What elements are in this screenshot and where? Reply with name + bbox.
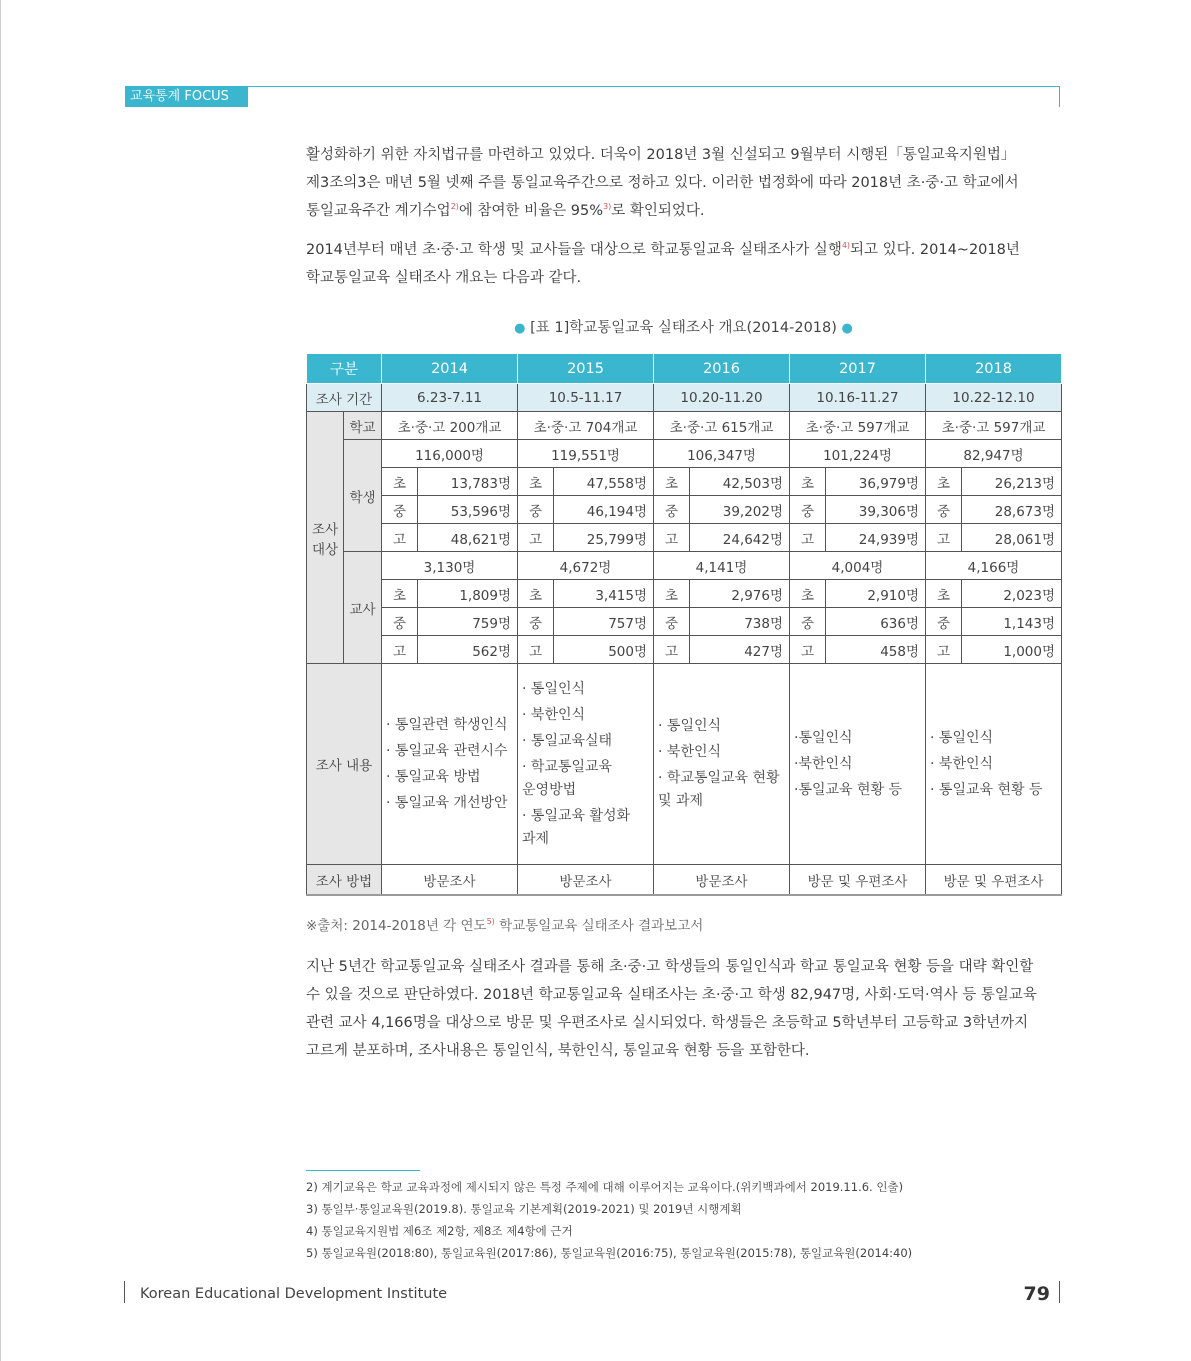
level-cell: 초: [926, 468, 962, 496]
level-cell: 초: [654, 580, 690, 608]
method-cell: 방문조사: [382, 865, 518, 896]
footnote-4: 4) 통일교육지원법 제6조 제2항, 제8조 제4항에 근거: [306, 1224, 573, 1238]
student-count-cell: 28,061명: [962, 524, 1062, 552]
content-cell: [654, 664, 790, 865]
footnote-ref-5[interactable]: 5): [486, 917, 495, 926]
page-number: 79: [1023, 1283, 1050, 1305]
bullet-icon: ●: [514, 321, 526, 336]
level-cell: 초: [926, 580, 962, 608]
student-total-cell: 82,947명: [926, 440, 1062, 468]
student-count-cell: 48,621명: [418, 524, 518, 552]
teacher-count-cell: 2,910명: [826, 580, 926, 608]
teacher-total-cell: 4,166명: [926, 552, 1062, 580]
student-count-cell: 26,213명: [962, 468, 1062, 496]
table-header-cell: 구분: [307, 354, 382, 384]
student-count-cell: 24,642명: [690, 524, 790, 552]
student-total-cell: 119,551명: [518, 440, 654, 468]
school-cell: 초·중·고 615개교: [654, 412, 790, 440]
section-tag: 교육통계 FOCUS: [125, 86, 248, 107]
teacher-count-cell: 1,143명: [962, 608, 1062, 636]
school-cell: 초·중·고 200개교: [382, 412, 518, 440]
footnote-ref-3[interactable]: 3): [603, 202, 612, 211]
level-cell: 중: [382, 608, 418, 636]
footnote-ref-2[interactable]: 2): [450, 202, 459, 211]
student-count-cell: 28,673명: [962, 496, 1062, 524]
method-cell: 방문 및 우편조사: [926, 865, 1062, 896]
content-item: · 통일교육 관련시수: [386, 742, 508, 759]
period-cell: 10.22-12.10: [926, 384, 1062, 412]
level-cell: 초: [382, 580, 418, 608]
paragraph-2-line-1: 2014년부터 매년 초·중·고 학생 및 교사들을 대상으로 학교통일교육 실태조사가 실행$^{4)}$되고 있다. 2014~2018년: [306, 241, 1020, 258]
school-cell: 초·중·고 704개교: [518, 412, 654, 440]
teacher-count-cell: 3,415명: [554, 580, 654, 608]
row-label-teacher: 교사: [344, 552, 382, 664]
table-header-cell: 2018: [926, 354, 1062, 384]
period-cell: 6.23-7.11: [382, 384, 518, 412]
teacher-total-cell: 4,004명: [790, 552, 926, 580]
footnote-5: 5) 통일교육원(2018:80), 통일교육원(2017:86), 통일교육원(2016:75), 통일교육원(2015:78), 통일교육원(2014:40): [306, 1246, 913, 1260]
student-count-cell: 47,558명: [554, 468, 654, 496]
level-cell: 중: [790, 608, 826, 636]
teacher-count-cell: 757명: [554, 608, 654, 636]
table-header-cell: 2016: [654, 354, 790, 384]
paragraph-3: [306, 953, 1061, 1065]
paragraph-2-line-2: 학교통일교육 실태조사 개요는 다음과 같다.: [306, 270, 582, 286]
school-cell: 초·중·고 597개교: [926, 412, 1062, 440]
row-label-content: 조사 내용: [307, 664, 382, 865]
teacher-count-cell: 458명: [826, 636, 926, 664]
student-count-cell: 39,202명: [690, 496, 790, 524]
row-label-method: 조사 방법: [307, 865, 382, 896]
paragraph-1: [306, 141, 1061, 225]
content-item: · 통일인식: [658, 718, 722, 734]
level-cell: 초: [518, 468, 554, 496]
row-label-target: 조사 대상: [307, 412, 344, 664]
period-cell: 10.16-11.27: [790, 384, 926, 412]
content-item: · 통일교육 개선방안: [386, 794, 508, 811]
level-cell: 고: [926, 636, 962, 664]
paragraph-2: [306, 236, 1061, 292]
source-note: ※출처: 2014-2018년 각 연도$^{5)}$ 학교통일교육 실태조사 결과보고서: [306, 917, 704, 934]
level-cell: 중: [926, 608, 962, 636]
footer-rule-right: [1059, 1281, 1060, 1303]
level-cell: 고: [518, 524, 554, 552]
student-count-cell: 42,503명: [690, 468, 790, 496]
student-count-cell: 39,306명: [826, 496, 926, 524]
content-item: · 학교통일교육 운영방법: [522, 758, 613, 798]
level-cell: 중: [518, 608, 554, 636]
paragraph-3-line-2: 수 있을 것으로 판단하였다. 2018년 학교통일교육 실태조사는 초·중·고 학생 82,947명, 사회·도덕·역사 등 통일교육: [306, 987, 1037, 1003]
period-cell: 10.5-11.17: [518, 384, 654, 412]
header-rule: [248, 86, 1060, 87]
student-count-cell: 36,979명: [826, 468, 926, 496]
paragraph-3-line-1: 지난 5년간 학교통일교육 실태조사 결과를 통해 초·중·고 학생들의 통일인식과 학교 통일교육 현황 등을 대략 확인할: [306, 959, 1034, 975]
content-item: · 통일인식: [930, 729, 994, 746]
paragraph-3-line-4: 고르게 분포하며, 조사내용은 통일인식, 북한인식, 통일교육 현황 등을 포함한다.: [306, 1043, 810, 1059]
teacher-total-cell: 4,672명: [518, 552, 654, 580]
content-item: · 통일인식: [522, 680, 586, 697]
period-cell: 10.20-11.20: [654, 384, 790, 412]
level-cell: 초: [790, 580, 826, 608]
row-label-period: 조사 기간: [307, 384, 382, 412]
paragraph-1-line-2: 제3조의3은 매년 5월 넷째 주를 통일교육주간으로 정하고 있다. 이러한 법정화에 따라 2018년 초·중·고 학교에서: [306, 175, 1019, 191]
page-edge-rule: [0, 0, 1, 1361]
level-cell: 중: [926, 496, 962, 524]
level-cell: 고: [790, 636, 826, 664]
content-item: · 북한인식: [658, 744, 722, 760]
level-cell: 중: [518, 496, 554, 524]
student-count-cell: 53,596명: [418, 496, 518, 524]
level-cell: 중: [654, 496, 690, 524]
school-cell: 초·중·고 597개교: [790, 412, 926, 440]
level-cell: 고: [654, 524, 690, 552]
student-count-cell: 25,799명: [554, 524, 654, 552]
level-cell: 초: [790, 468, 826, 496]
level-cell: 초: [382, 468, 418, 496]
level-cell: 고: [654, 636, 690, 664]
level-cell: 고: [790, 524, 826, 552]
content-item: ·북한인식: [794, 755, 853, 772]
footnotes: [306, 1176, 912, 1264]
footnote-3: 3) 통일부·통일교육원(2019.8). 통일교육 기본계획(2019-2021) 및 2019년 시행계획: [306, 1202, 742, 1216]
level-cell: 중: [790, 496, 826, 524]
method-cell: 방문 및 우편조사: [790, 865, 926, 896]
teacher-count-cell: 1,000명: [962, 636, 1062, 664]
content-item: · 북한인식: [930, 755, 994, 772]
level-cell: 고: [518, 636, 554, 664]
teacher-count-cell: 500명: [554, 636, 654, 664]
content-cell: [382, 664, 518, 865]
content-cell: [926, 664, 1062, 865]
row-label-student: 학생: [344, 440, 382, 552]
table-caption-text: [표 1]학교통일교육 실태조사 개요(2014-2018): [530, 320, 837, 336]
student-total-cell: 116,000명: [382, 440, 518, 468]
content-item: · 통일관련 학생인식: [386, 716, 508, 733]
level-cell: 초: [654, 468, 690, 496]
teacher-total-cell: 3,130명: [382, 552, 518, 580]
header-rule-end: [1059, 86, 1060, 107]
table-caption: [306, 316, 1061, 337]
teacher-count-cell: 2,976명: [690, 580, 790, 608]
row-label-school: 학교: [344, 412, 382, 440]
content-item: ·통일교육 현황 등: [794, 781, 903, 798]
bullet-icon: ●: [841, 321, 853, 336]
student-count-cell: 24,939명: [826, 524, 926, 552]
content-item: · 통일교육실태: [522, 732, 613, 749]
teacher-total-cell: 4,141명: [654, 552, 790, 580]
footnote-2: 2) 계기교육은 학교 교육과정에 제시되지 않은 특정 주제에 대해 이루어지는 교육이다.(위키백과에서 2019.11.6. 인출): [306, 1180, 904, 1194]
teacher-count-cell: 1,809명: [418, 580, 518, 608]
level-cell: 고: [382, 524, 418, 552]
content-cell: [790, 664, 926, 865]
survey-overview-table: [306, 353, 1062, 896]
level-cell: 중: [654, 608, 690, 636]
table-header-cell: 2014: [382, 354, 518, 384]
content-cell: [518, 664, 654, 865]
table-header-cell: 2015: [518, 354, 654, 384]
teacher-count-cell: 427명: [690, 636, 790, 664]
student-total-cell: 101,224명: [790, 440, 926, 468]
paragraph-1-line-1: 활성화하기 위한 자치법규를 마련하고 있었다. 더욱이 2018년 3월 신설되고 9월부터 시행된「통일교육지원법」: [306, 147, 1016, 163]
footnote-rule: [306, 1170, 420, 1171]
content-item: · 통일교육 활성화 과제: [522, 807, 631, 847]
student-total-cell: 106,347명: [654, 440, 790, 468]
level-cell: 초: [518, 580, 554, 608]
content-item: · 북한인식: [522, 706, 586, 723]
footer-rule-left: [124, 1281, 125, 1303]
teacher-count-cell: 636명: [826, 608, 926, 636]
content-item: · 학교통일교육 현황 및 과제: [658, 770, 780, 809]
teacher-count-cell: 562명: [418, 636, 518, 664]
method-cell: 방문조사: [518, 865, 654, 896]
content-item: · 통일교육 방법: [386, 768, 481, 785]
table-header-cell: 2017: [790, 354, 926, 384]
teacher-count-cell: 738명: [690, 608, 790, 636]
paragraph-3-line-3: 관련 교사 4,166명을 대상으로 방문 및 우편조사로 실시되었다. 학생들은 초등학교 5학년부터 고등학교 3학년까지: [306, 1015, 1029, 1031]
paragraph-1-line-3: 통일교육주간 계기수업$^{2)}$에 참여한 비율은 95%$^{3)}$로 확인되었다.: [306, 202, 705, 219]
student-count-cell: 46,194명: [554, 496, 654, 524]
footnote-ref-4[interactable]: 4): [841, 241, 851, 250]
student-count-cell: 13,783명: [418, 468, 518, 496]
content-item: ·통일인식: [794, 729, 853, 746]
level-cell: 고: [926, 524, 962, 552]
level-cell: 고: [382, 636, 418, 664]
footer-institute: Korean Educational Development Institute: [140, 1286, 448, 1302]
content-item: · 통일교육 현황 등: [930, 781, 1043, 798]
level-cell: 중: [382, 496, 418, 524]
teacher-count-cell: 759명: [418, 608, 518, 636]
teacher-count-cell: 2,023명: [962, 580, 1062, 608]
method-cell: 방문조사: [654, 865, 790, 896]
